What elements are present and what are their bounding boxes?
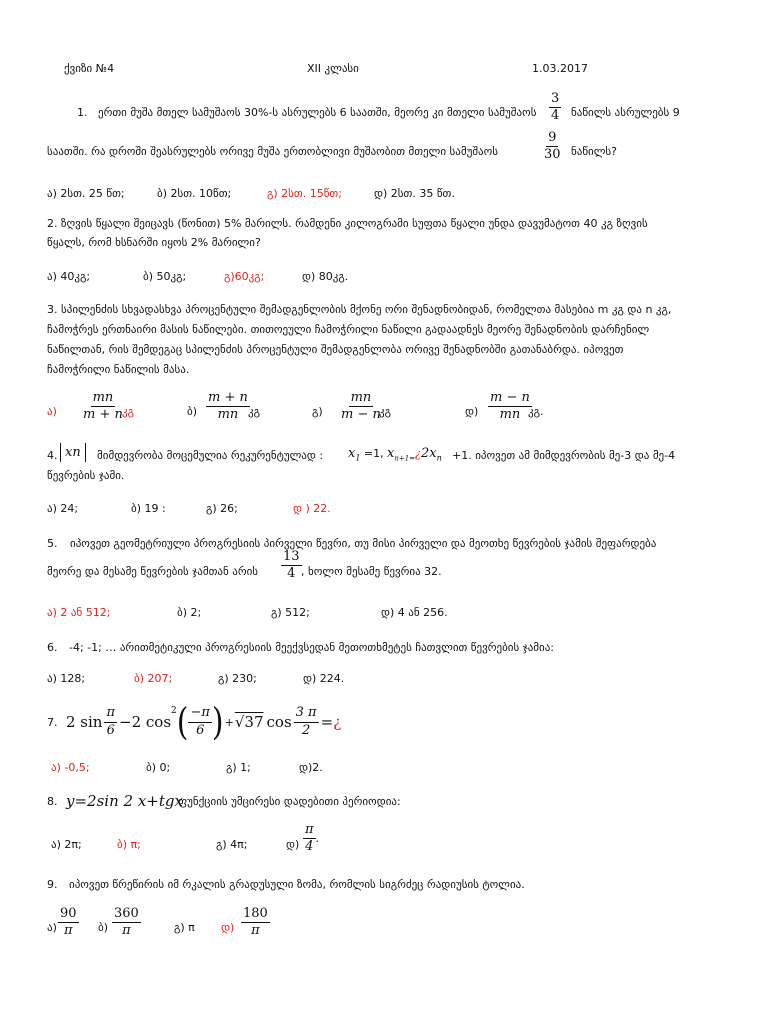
- option-d[interactable]: დ) 80კგ.: [302, 270, 349, 283]
- question-number: 9.: [47, 878, 58, 891]
- option-a[interactable]: ა) 128;: [47, 672, 86, 685]
- fraction: $\frac{9}{30}$: [544, 130, 561, 163]
- sequence-symbol: xn: [60, 443, 86, 462]
- option-b-unit: კგ: [248, 405, 261, 418]
- option-c[interactable]: გ) 1;: [226, 761, 251, 774]
- option-d[interactable]: დ)2.: [299, 761, 323, 774]
- option-d[interactable]: დ) 4 ან 256.: [381, 606, 448, 619]
- option-b[interactable]: ბ) 2სთ. 10წთ;: [157, 187, 232, 200]
- option-c[interactable]: გ) π: [174, 921, 195, 934]
- option-d-label: დ): [221, 921, 235, 934]
- option-b-label: ბ): [187, 405, 197, 418]
- question-number: 8.: [47, 795, 58, 808]
- option-b[interactable]: ბ) 19 :: [131, 502, 166, 515]
- initial-term: $x_1 =1$,: [348, 446, 384, 463]
- question-text: საათში. რა დროში შეასრულებს ორივე მუშა ერთობლივი მუშაობით მთელი სამუშაოს: [47, 145, 499, 158]
- option-a-label: ა): [47, 921, 57, 934]
- option-d-unit: კგ.: [528, 405, 544, 418]
- option-d-fraction[interactable]: $\frac{m - n}{mn}$: [490, 390, 530, 423]
- option-d[interactable]: დ) 2სთ. 35 წთ.: [374, 187, 455, 200]
- option-b[interactable]: ბ) 2;: [177, 606, 202, 619]
- question-text: ნაწილს?: [571, 145, 618, 158]
- option-a-fraction[interactable]: $\frac{90}{\pi}$: [60, 906, 77, 939]
- question-text: მიმდევრობა მოცემულია რეკურენტულად :: [97, 449, 324, 462]
- question-number: 6.: [47, 641, 58, 654]
- question-number: 1.: [77, 106, 88, 119]
- option-c-correct[interactable]: გ)60კგ;: [224, 270, 265, 283]
- option-c-correct[interactable]: გ) 2სთ. 15წთ;: [267, 187, 342, 200]
- question-number: 5.: [47, 537, 58, 550]
- question-text: იპოვეთ გეომეტრიული პროგრესიის პირველი წევრი, თუ მისი პირველი და მეოთხე წევრების ჯამის შეფარდება: [70, 537, 657, 550]
- question-text: ნაწილს ასრულებს 9: [571, 106, 680, 119]
- option-b[interactable]: ბ) 50კგ;: [143, 270, 187, 283]
- question-text: +1. იპოვეთ ამ მიმდევრობის მე-3 და მე-4: [452, 449, 676, 462]
- option-a-correct[interactable]: ა) 2 ან 512;: [47, 606, 111, 619]
- option-c-unit: კგ: [379, 405, 392, 418]
- question-text: ფუნქციის უმცირესი დადებითი პერიოდია:: [178, 795, 401, 808]
- option-c[interactable]: გ) 512;: [271, 606, 310, 619]
- fraction: $\frac{3}{4}$: [551, 91, 560, 124]
- option-c-label: გ): [312, 405, 323, 418]
- option-b-fraction[interactable]: $\frac{360}{\pi}$: [114, 906, 139, 939]
- option-d-correct[interactable]: დ ) 22.: [293, 502, 331, 515]
- option-d-fraction[interactable]: $\frac{180}{\pi}$: [243, 906, 268, 939]
- option-d[interactable]: დ): [286, 838, 300, 851]
- option-c-fraction[interactable]: $\frac{mn}{m - n}$: [341, 390, 381, 423]
- option-b-correct[interactable]: ბ) π;: [117, 838, 141, 851]
- question-text: წყალს, რომ ხსნარში იყოს 2% მარილი?: [47, 236, 261, 249]
- question-number: 7.: [47, 716, 58, 729]
- trig-expression: 2 sin $\frac{\pi}{6}$ −2 cos $^2$ ( $\frac{-\pi}{6}$ ) + √37 cos $\frac{3 \pi}{2}$ = ¿: [66, 700, 342, 744]
- question-text: იპოვეთ წრეწირის იმ რკალის გრადუსული ზომა, რომლის სიგრძეც რადიუსის ტოლია.: [69, 878, 525, 891]
- question-text: ნაწილთან, რის შემდეგაც სპილენძის პროცენტული შემადგენლობა ორივე შენადნობში გათანაბრდა. იპოვეთ: [47, 343, 624, 356]
- option-b-label: ბ): [98, 921, 108, 934]
- fraction: $\frac{13}{4}$: [283, 549, 300, 582]
- question-text: -4; -1; … არითმეტიკული პროგრესიის მეექვსედან მეთოთხმეტეს ჩათვლით წევრების ჯამია:: [69, 641, 555, 654]
- question-text: ჩამოჭრეს ერთნაირი მასის ნაწილები. თითოეული ჩამოჭრილი ნაწილი გადაადნეს მეორე შენადნობის დარჩენილ: [47, 323, 650, 336]
- option-d-label: დ): [465, 405, 479, 418]
- option-a-fraction[interactable]: $\frac{mn}{m + n}$: [83, 390, 123, 423]
- option-a-correct[interactable]: ა) -0,5;: [51, 761, 90, 774]
- option-c[interactable]: გ) 230;: [218, 672, 257, 685]
- question-text: 2. ზღვის წყალი შეიცავს (წონით) 5% მარილს. რამდენი კილოგრამი სუფთა წყალი უნდა დავუმატოთ 40 კგ ზღვის: [47, 217, 648, 230]
- function-formula: y=2sin 2 x+tgx: [66, 792, 183, 810]
- question-number: 4.: [47, 449, 58, 462]
- recurrence-formula: $x_{n+1=}¿2x_n$: [387, 446, 442, 463]
- option-a[interactable]: ა) 24;: [47, 502, 79, 515]
- option-b-fraction[interactable]: $\frac{m + n}{mn}$: [208, 390, 248, 423]
- option-c[interactable]: გ) 26;: [206, 502, 238, 515]
- question-text: , ხოლო მესამე წევრია 32.: [301, 565, 442, 578]
- quiz-title: ქვიზი №4: [64, 62, 115, 75]
- option-d-fraction[interactable]: $\frac{\pi}{4}$ .: [305, 822, 320, 855]
- option-b[interactable]: ბ) 0;: [146, 761, 171, 774]
- date-label: 1.03.2017: [532, 62, 588, 75]
- question-text: ერთი მუშა მთელ სამუშაოს 30%-ს ასრულებს 6 საათში, მეორე კი მთელი სამუშაოს: [98, 106, 537, 119]
- question-text: 3. სპილენძის სხვადასხვა პროცენტული შემადგენლობის მქონე ორი შენადნობიდან, რომელთა მასებია m კგ და n კგ,: [47, 303, 672, 316]
- question-text: ჩამოჭრილი ნაწილის მასა.: [47, 363, 190, 376]
- question-text: წევრების ჯამი.: [47, 469, 125, 482]
- option-a-unit: კგ: [122, 405, 135, 418]
- option-d[interactable]: დ) 224.: [303, 672, 345, 685]
- option-b-correct[interactable]: ბ) 207;: [134, 672, 173, 685]
- option-a[interactable]: ა) 2სთ. 25 წთ;: [47, 187, 125, 200]
- option-a[interactable]: ა) 40კგ;: [47, 270, 91, 283]
- option-a-label: ა): [47, 405, 57, 418]
- question-text: მეორე და მესამე წევრების ჯამთან არის: [47, 565, 259, 578]
- option-a[interactable]: ა) 2π;: [51, 838, 82, 851]
- option-c[interactable]: გ) 4π;: [216, 838, 248, 851]
- grade-label: XII კლასი: [307, 62, 359, 75]
